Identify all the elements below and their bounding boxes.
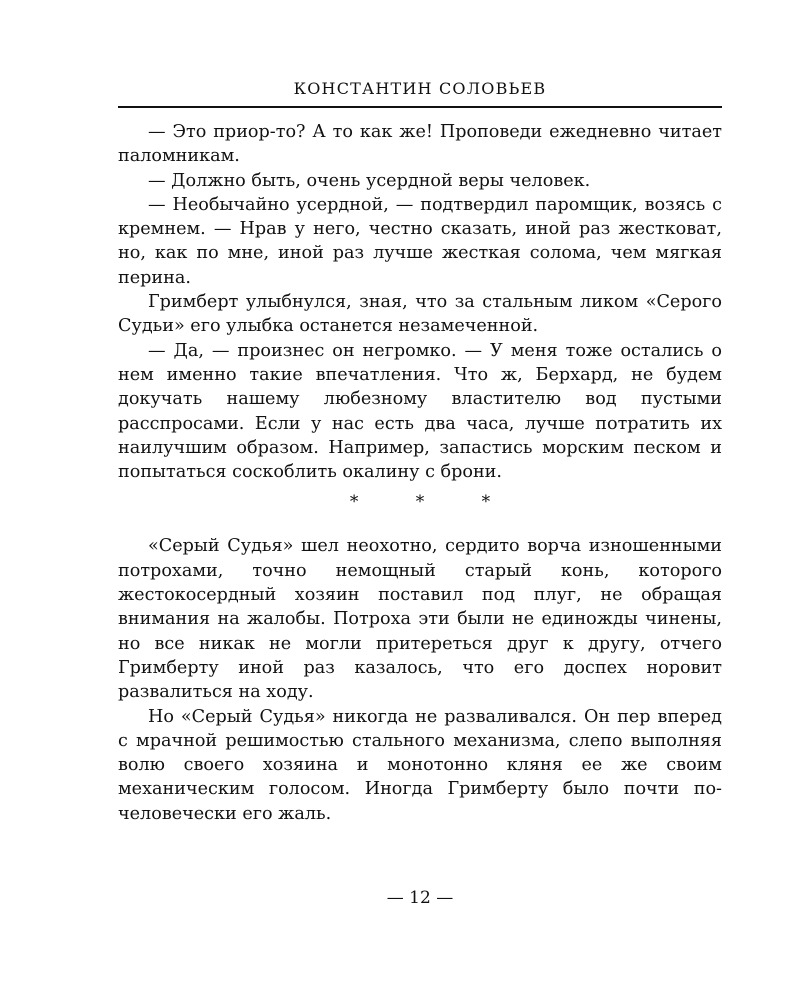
paragraph: — Необычайно усердной, — подтвердил паромщик, возясь с кремнем. — Нрав у него, честно сказать, иной раз жестковат, но, как по мне, иной раз лучше жесткая солома, чем мягкая перина. — [118, 194, 722, 288]
page-number: — 12 — — [386, 888, 454, 908]
paragraph: Гримберт улыбнулся, зная, что за стальным ликом «Серого Судьи» его улыбка останется незамеченной. — [118, 292, 722, 337]
paragraph: — Да, — произнес он негромко. — У меня тоже остались о нем именно такие впечатления. Что ж, Берхард, не будем докучать нашему любезному властителю вод пустыми расспросами. Если у нас есть два часа, лучше потратить их наилучшим образом. Например, запастись морским песком и попытаться соскоблить окалину с брони. — [118, 340, 722, 483]
body-text — [118, 120, 722, 826]
paragraph: — Должно быть, очень усердной веры человек. — [148, 170, 591, 191]
paragraph: — Это приор-то? А то как же! Проповеди ежедневно читает паломникам. — [118, 122, 722, 167]
paragraph: Но «Серый Судья» никогда не разваливался. Он пер вперед с мрачной решимостью стального механизма, слепо выполняя волю своего хозяина и монотонно кляня ее же своим механическим голосом. Иногда Гримберту было почти по-человечески его жаль. — [118, 706, 722, 824]
scene-break: * * * — [349, 492, 517, 513]
author-name: КОНСТАНТИН СОЛОВЬЕВ — [293, 79, 547, 98]
running-header — [118, 76, 722, 108]
paragraph: «Серый Судья» шел неохотно, сердито ворча изношенными потрохами, точно немощный старый конь, которого жестокосердный хозяин поставил под плуг, не обращая внимания на жалобы. Потроха эти были не единожды чинены, но все никак не могли притереться друг к другу, отчего Гримберту иной раз казалось, что его доспех норовит развалиться на ходу. — [118, 536, 722, 703]
